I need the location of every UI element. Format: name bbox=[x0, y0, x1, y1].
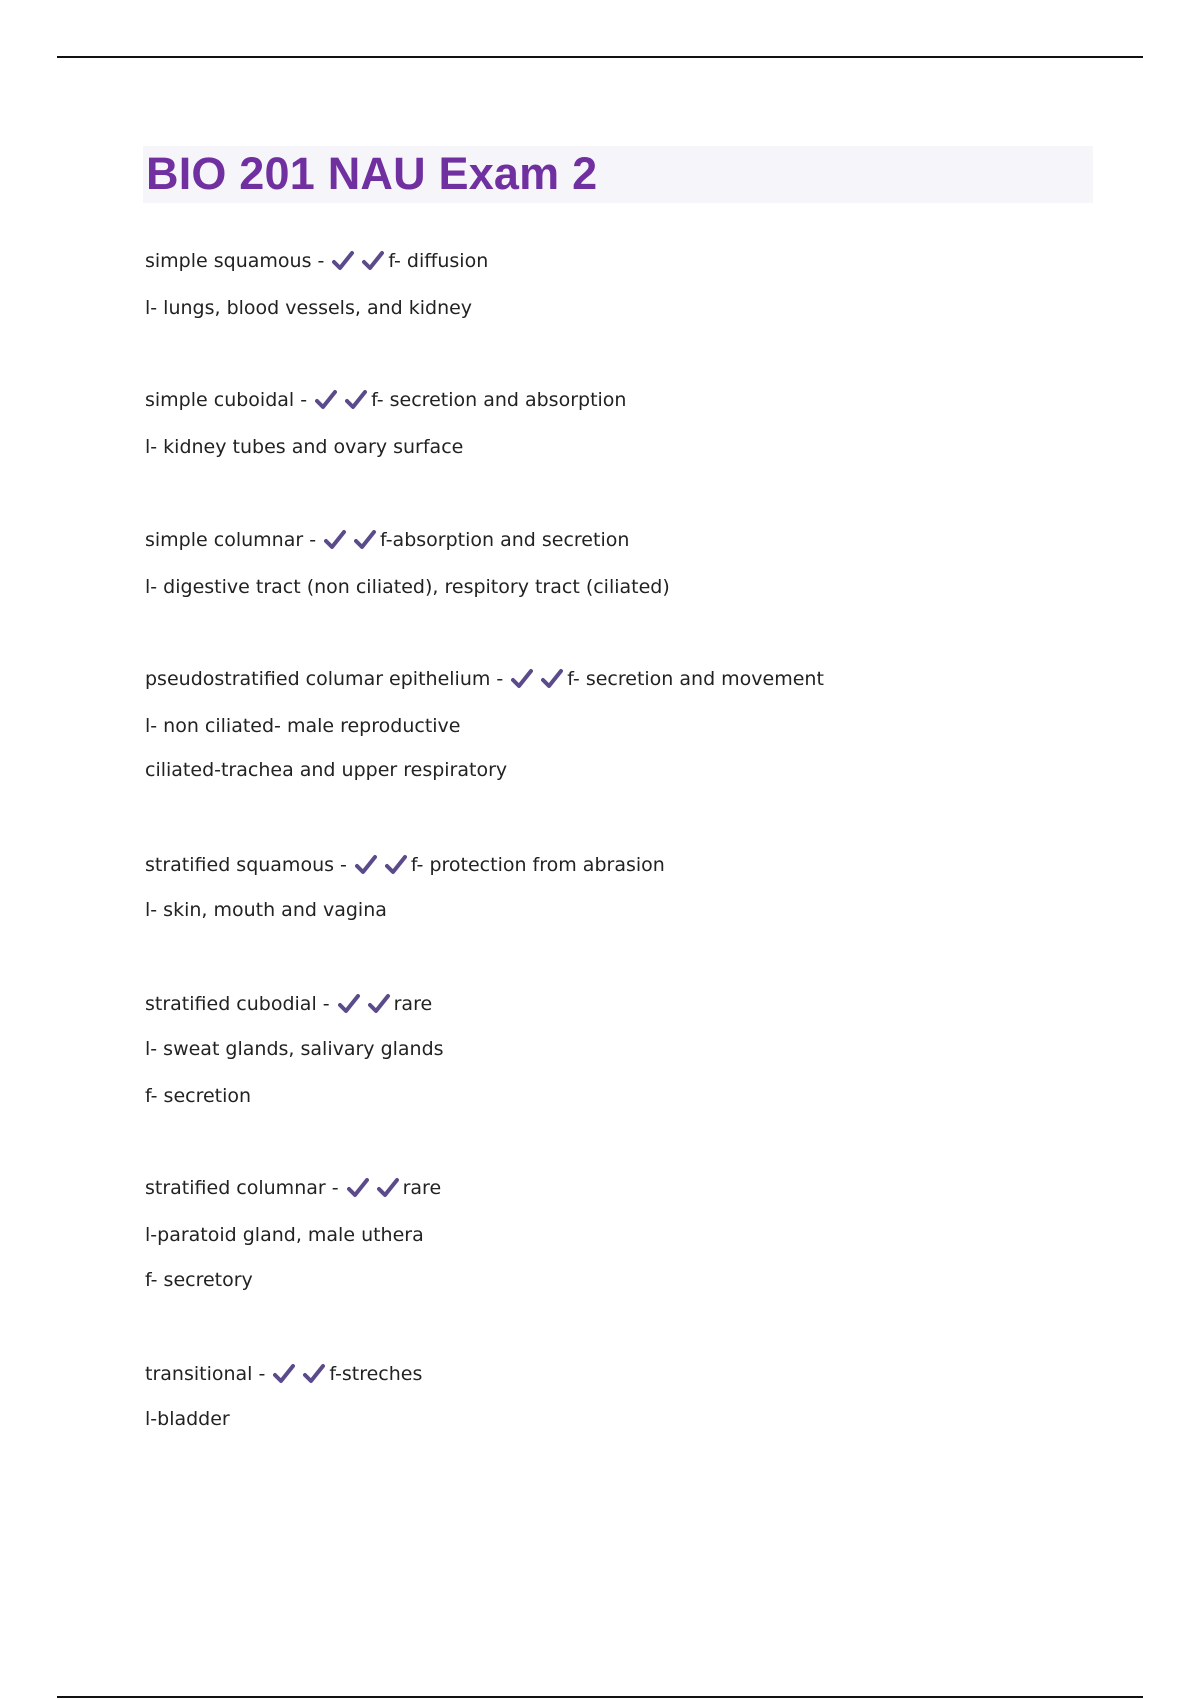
check-icon bbox=[315, 389, 337, 411]
card-detail-line: f- secretion bbox=[145, 1085, 252, 1107]
check-icon bbox=[377, 1177, 399, 1199]
answer-text: f- protection from abrasion bbox=[410, 854, 665, 876]
card-detail-line: l-bladder bbox=[145, 1408, 230, 1430]
card-question-line bbox=[145, 387, 626, 413]
check-icon bbox=[345, 389, 367, 411]
check-icon bbox=[511, 668, 533, 690]
card-detail-line: ciliated-trachea and upper respiratory bbox=[145, 759, 508, 781]
card-question-line bbox=[145, 1175, 441, 1201]
card-detail-line: l- lungs, blood vessels, and kidney bbox=[145, 297, 473, 319]
card-question-line bbox=[145, 666, 824, 692]
answer-text: rare bbox=[402, 1177, 442, 1199]
card-detail-line: f- secretory bbox=[145, 1269, 253, 1291]
card-question-line bbox=[145, 248, 488, 274]
card-question-line bbox=[145, 852, 665, 878]
answer-text: f- diffusion bbox=[388, 250, 489, 272]
card-question-line bbox=[145, 527, 629, 553]
answer-text: rare bbox=[393, 993, 433, 1015]
card-detail-line: l- kidney tubes and ovary surface bbox=[145, 436, 464, 458]
check-icon bbox=[385, 854, 407, 876]
page-title: BIO 201 NAU Exam 2 bbox=[146, 148, 598, 199]
card-question-line bbox=[145, 991, 432, 1017]
answer-text: f- secretion and movement bbox=[567, 668, 824, 690]
term-text: simple columnar - bbox=[145, 529, 317, 551]
term-text: simple squamous - bbox=[145, 250, 325, 272]
term-text: transitional - bbox=[145, 1363, 266, 1385]
top-rule bbox=[57, 56, 1143, 58]
term-text: pseudostratified columar epithelium - bbox=[145, 668, 504, 690]
check-icon bbox=[332, 250, 354, 272]
card-detail-line: l- digestive tract (non ciliated), respitory tract (ciliated) bbox=[145, 576, 670, 598]
check-icon bbox=[368, 993, 390, 1015]
term-text: stratified cubodial - bbox=[145, 993, 330, 1015]
term-text: stratified squamous - bbox=[145, 854, 347, 876]
card-detail-line: l- skin, mouth and vagina bbox=[145, 899, 387, 921]
card-detail-line: l-paratoid gland, male uthera bbox=[145, 1224, 424, 1246]
check-icon bbox=[273, 1363, 295, 1385]
card-detail-line: l- sweat glands, salivary glands bbox=[145, 1038, 444, 1060]
bottom-rule bbox=[57, 1696, 1143, 1698]
answer-text: f-absorption and secretion bbox=[380, 529, 630, 551]
answer-text: f-streches bbox=[329, 1363, 423, 1385]
card-detail-line: l- non ciliated- male reproductive bbox=[145, 715, 461, 737]
card-question-line bbox=[145, 1361, 422, 1387]
check-icon bbox=[541, 668, 563, 690]
check-icon bbox=[362, 250, 384, 272]
check-icon bbox=[303, 1363, 325, 1385]
check-icon bbox=[355, 854, 377, 876]
term-text: simple cuboidal - bbox=[145, 389, 308, 411]
check-icon bbox=[324, 529, 346, 551]
check-icon bbox=[347, 1177, 369, 1199]
answer-text: f- secretion and absorption bbox=[371, 389, 627, 411]
term-text: stratified columnar - bbox=[145, 1177, 339, 1199]
check-icon bbox=[338, 993, 360, 1015]
check-icon bbox=[354, 529, 376, 551]
